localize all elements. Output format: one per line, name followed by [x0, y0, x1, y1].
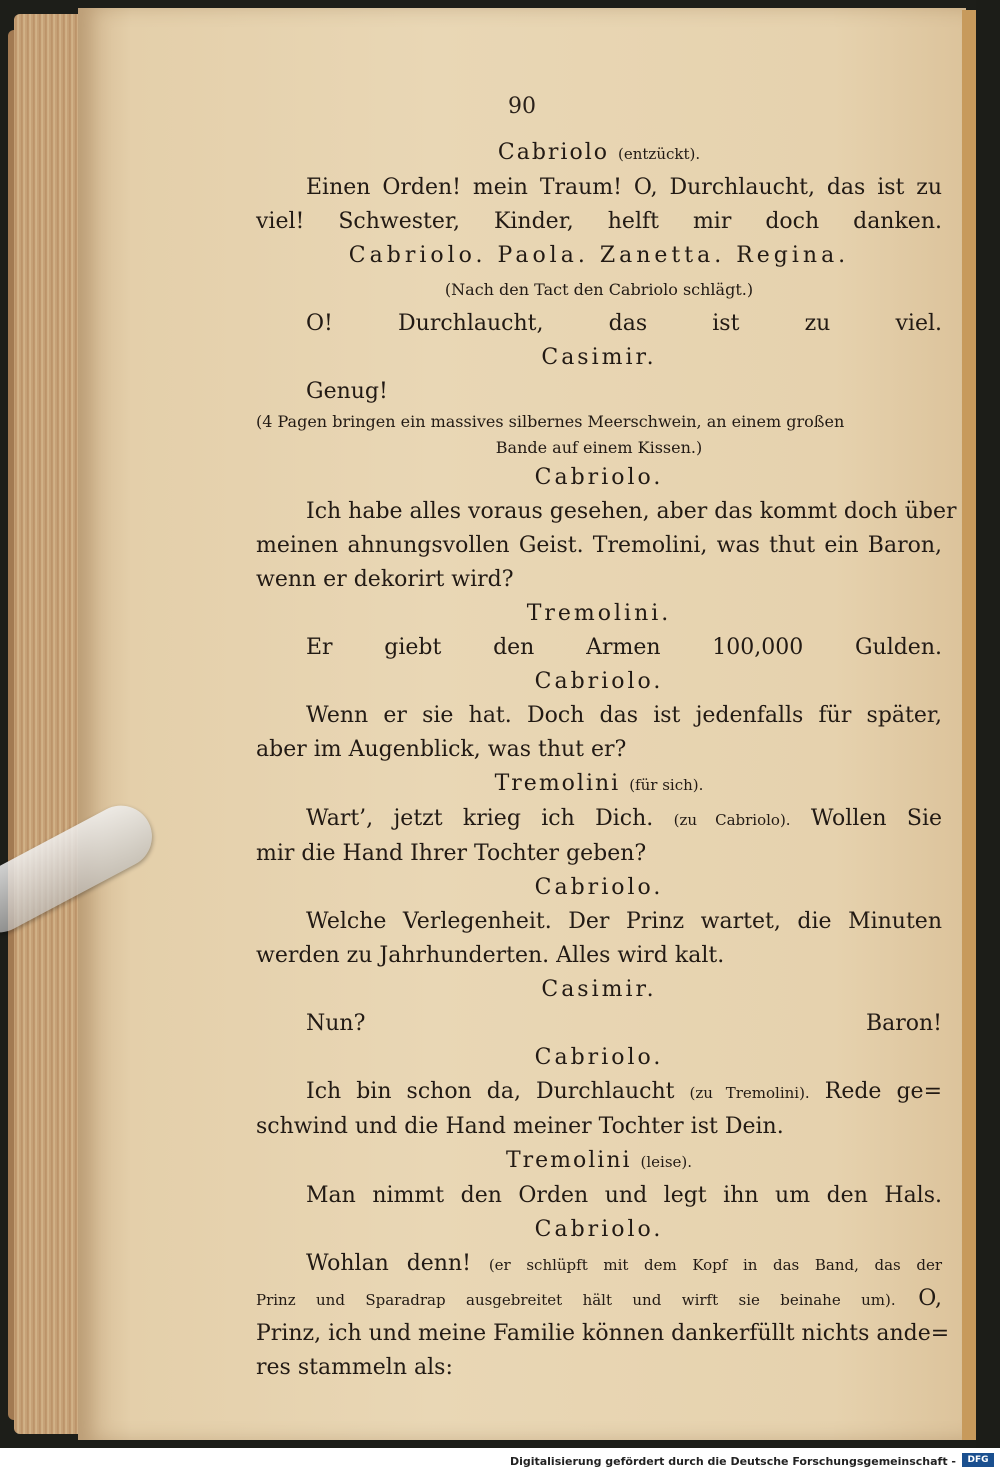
dfg-logo: DFG: [962, 1453, 994, 1467]
dialogue-line: [256, 1247, 942, 1282]
dialogue-text: O! Durchlaucht, das ist zu viel.: [306, 311, 942, 336]
speaker-name: [256, 461, 942, 495]
dialogue-text: Er giebt den Armen 100,000 Gulden.: [306, 635, 942, 660]
dialogue-text: Genug!: [306, 379, 388, 404]
stage-text: (4 Pagen bringen ein massives silbernes Meerschwein, an einem großen: [256, 412, 845, 431]
dialogue-text: viel! Schwester, Kinder, helft mir doch danken.: [256, 209, 942, 234]
speaker-name: [256, 871, 942, 905]
speaker-label: Tremolini: [505, 1148, 632, 1173]
speaker-name: [256, 341, 942, 375]
stage-direction: (für sich).: [629, 776, 704, 794]
speaker-label: Cabriolo.: [534, 1045, 664, 1070]
speaker-name: [256, 665, 942, 699]
stage-direction: Prinz und Sparadrap ausgebreitet hält und wirft sie beinahe um).: [256, 1291, 896, 1309]
speaker-label: Tremolini: [494, 771, 621, 796]
footer-bar: [0, 1448, 1000, 1473]
stage-direction: (entzückt).: [618, 145, 701, 163]
speaker-label: Cabriolo.: [534, 875, 664, 900]
dialogue-text: Ich bin schon da, Durchlaucht: [306, 1079, 675, 1104]
speaker-name: [256, 1144, 942, 1179]
dialogue-line: [256, 802, 942, 837]
book-spine: [962, 10, 976, 1440]
dialogue-text: Ich habe alles voraus gesehen, aber das kommt doch über: [306, 499, 957, 524]
page-number: 90: [508, 94, 536, 119]
book-page: [78, 8, 966, 1440]
dialogue-line: [256, 1007, 942, 1041]
speaker-label: Tremolini.: [526, 601, 672, 626]
stage-direction: [256, 273, 942, 307]
stage-direction: (zu Tremolini).: [689, 1084, 810, 1102]
dialogue-text: Rede ge=: [824, 1079, 943, 1104]
speaker-label: Cabriolo: [497, 140, 609, 165]
dialogue-line: [256, 699, 942, 733]
dialogue-text: O,: [918, 1286, 943, 1311]
dialogue-line: [256, 205, 942, 239]
speaker-name: [256, 239, 942, 273]
dialogue-text: res stammeln als:: [256, 1355, 453, 1380]
page-text: [256, 136, 957, 1385]
dialogue-line: [256, 307, 942, 341]
dialogue-line: [256, 1179, 942, 1213]
speaker-name: [256, 1213, 942, 1247]
stage-direction: [256, 409, 942, 435]
stage-direction: (leise).: [640, 1153, 693, 1171]
dialogue-line: [256, 375, 942, 409]
dialogue-text: mir die Hand Ihrer Tochter geben?: [256, 841, 647, 866]
dialogue-text: werden zu Jahrhunderten. Alles wird kalt.: [256, 943, 725, 968]
dialogue-line: [256, 905, 942, 939]
stage-direction: [256, 435, 942, 461]
dialogue-text: aber im Augenblick, was thut er?: [256, 737, 627, 762]
dialogue-text: Nun? Baron!: [306, 1011, 942, 1036]
dialogue-text: meinen ahnungsvollen Geist. Tremolini, was thut ein Baron,: [256, 533, 942, 558]
dialogue-text: Einen Orden! mein Traum! O, Durchlaucht, das ist zu: [306, 175, 942, 200]
speaker-label: Cabriolo.: [534, 1217, 664, 1242]
speaker-name: [256, 597, 942, 631]
dialogue-text: Wohlan denn!: [306, 1251, 471, 1276]
stage-text: Bande auf einem Kissen.): [495, 438, 703, 457]
dialogue-text: wenn er dekorirt wird?: [256, 567, 514, 592]
stage-direction: (zu Cabriolo).: [673, 811, 791, 829]
dialogue-text: schwind und die Hand meiner Tochter ist Dein.: [256, 1114, 784, 1139]
speaker-label: Cabriolo.: [534, 465, 664, 490]
dialogue-text: Wart’, jetzt krieg ich Dich.: [306, 806, 654, 831]
dialogue-line: [256, 563, 942, 597]
dialogue-line: [256, 171, 942, 205]
stage-text: (Nach den Tact den Cabriolo schlägt.): [444, 280, 754, 299]
dialogue-text: Welche Verlegenheit. Der Prinz wartet, die Minuten: [306, 909, 942, 934]
dialogue-line: [256, 1351, 942, 1385]
speaker-name: [256, 136, 942, 171]
dialogue-text: Wollen Sie: [810, 806, 943, 831]
dialogue-line: [256, 1075, 942, 1110]
dialogue-line: [256, 1317, 950, 1351]
dialogue-line: [256, 837, 942, 871]
stage-direction: (er schlüpft mit dem Kopf in das Band, das der: [488, 1256, 942, 1274]
speaker-label: Cabriolo. Paola. Zanetta. Regina.: [348, 243, 850, 268]
dialogue-text: Wenn er sie hat. Doch das ist jedenfalls für später,: [306, 703, 942, 728]
dialogue-line: [256, 1282, 942, 1317]
dialogue-line: [256, 733, 942, 767]
speaker-name: [256, 1041, 942, 1075]
speaker-label: Casimir.: [541, 345, 657, 370]
dialogue-text: Man nimmt den Orden und legt ihn um den Hals.: [306, 1183, 942, 1208]
background-edge: [976, 0, 1000, 1473]
dialogue-text: Prinz, ich und meine Familie können dankerfüllt nichts ande=: [256, 1321, 950, 1346]
dialogue-line: [256, 529, 942, 563]
dialogue-line: [256, 631, 942, 665]
dialogue-line: [256, 939, 942, 973]
speaker-name: [256, 767, 942, 802]
speaker-name: [256, 973, 942, 1007]
dialogue-line: [256, 495, 957, 529]
speaker-label: Cabriolo.: [534, 669, 664, 694]
speaker-label: Casimir.: [541, 977, 657, 1002]
footer-credit: Digitalisierung gefördert durch die Deutsche Forschungsgemeinschaft -: [509, 1455, 956, 1468]
dialogue-line: [256, 1110, 942, 1144]
